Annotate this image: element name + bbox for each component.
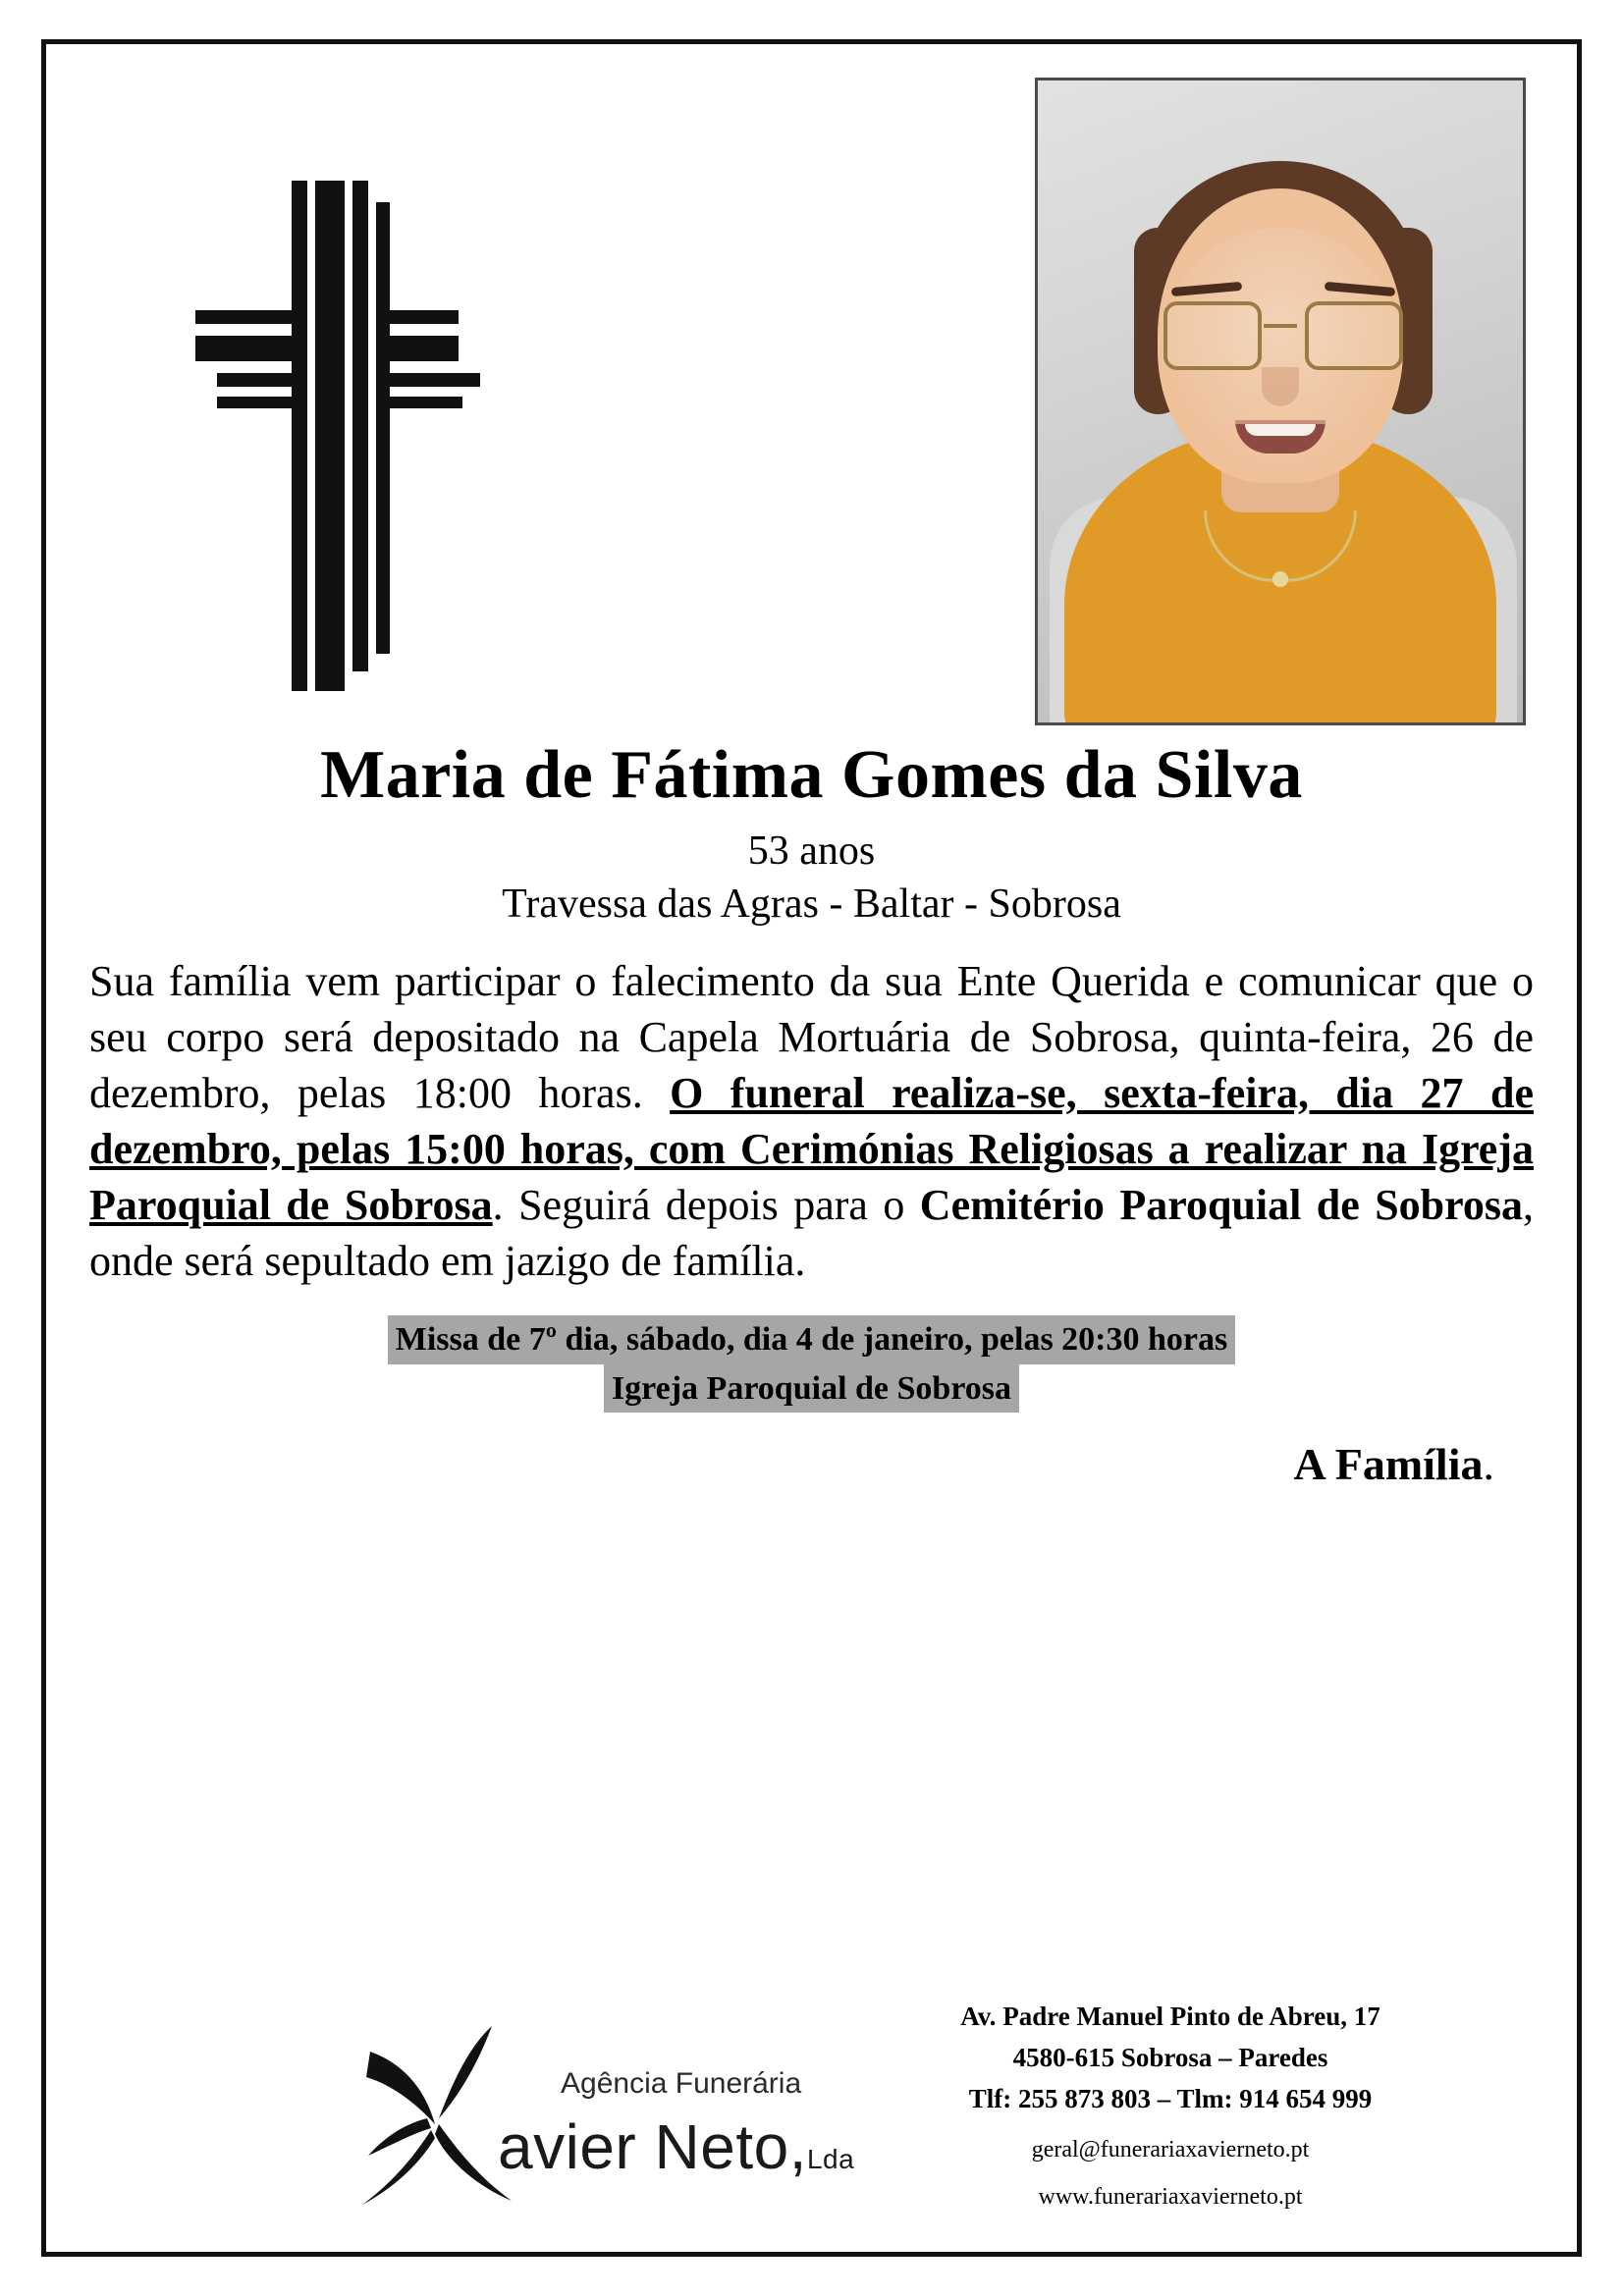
agency-name <box>498 2110 854 2183</box>
agency-phones: Tlf: 255 873 803 – Tlm: 914 654 999 <box>968 2084 1373 2114</box>
signature-period: . <box>1483 1439 1494 1490</box>
cross-icon <box>178 163 502 713</box>
signature-line <box>89 1438 1534 1490</box>
header-area <box>89 70 1534 718</box>
agency-label: Agência Funerária <box>561 2067 802 2100</box>
seventh-day-mass-block <box>193 1315 1431 1414</box>
signature-family: A Família <box>1293 1439 1484 1490</box>
announcement-part2: . Seguirá depois para o <box>492 1181 920 1230</box>
notice-frame <box>41 39 1582 2257</box>
funeral-details-underlined: O funeral realiza-se, sexta-feira, dia 27 de dezembro, pelas 15:00 horas, com Cerimónias Religiosas a realizar na Igreja Paroquial de Sobrosa <box>89 1068 1534 1230</box>
agency-email[interactable]: geral@funerariaxavierneto.pt <box>1031 2137 1310 2163</box>
portrait-photo <box>1035 78 1526 725</box>
mass-line-1: Missa de 7º dia, sábado, dia 4 de janeiro, pelas 20:30 horas <box>388 1315 1235 1364</box>
footer-area <box>89 1973 1534 2238</box>
agency-name-text: avier Neto, <box>498 2111 807 2182</box>
deceased-name: Maria de Fátima Gomes da Silva <box>320 737 1303 813</box>
announcement-part1: Sua família vem participar o falecimento da sua Ente Querida e comunicar que o seu corpo será depositado na Capela Mortuária de Sobrosa, quinta-feira, 26 de dezembro, pelas 18:00 horas. <box>89 956 1534 1117</box>
agency-address-line1: Av. Padre Manuel Pinto de Abreu, 17 <box>960 2002 1380 2032</box>
agency-address-line2: 4580-615 Sobrosa – Paredes <box>1012 2043 1328 2073</box>
deceased-address: Travessa das Agras - Baltar - Sobrosa <box>502 881 1121 927</box>
agency-name-suffix: Lda <box>806 2144 855 2174</box>
agency-website[interactable]: www.funerariaxavierneto.pt <box>1038 2184 1303 2210</box>
agency-contact <box>895 1997 1445 2215</box>
agency-branding <box>305 1983 953 2228</box>
announcement-text <box>89 953 1534 1290</box>
deceased-age: 53 anos <box>747 828 876 874</box>
mass-line-2: Igreja Paroquial de Sobrosa <box>604 1364 1019 1414</box>
announcement-part3: , onde será sepultado em jazigo de família. <box>89 1181 1534 1286</box>
cemetery-name: Cemitério Paroquial de Sobrosa <box>919 1181 1523 1230</box>
